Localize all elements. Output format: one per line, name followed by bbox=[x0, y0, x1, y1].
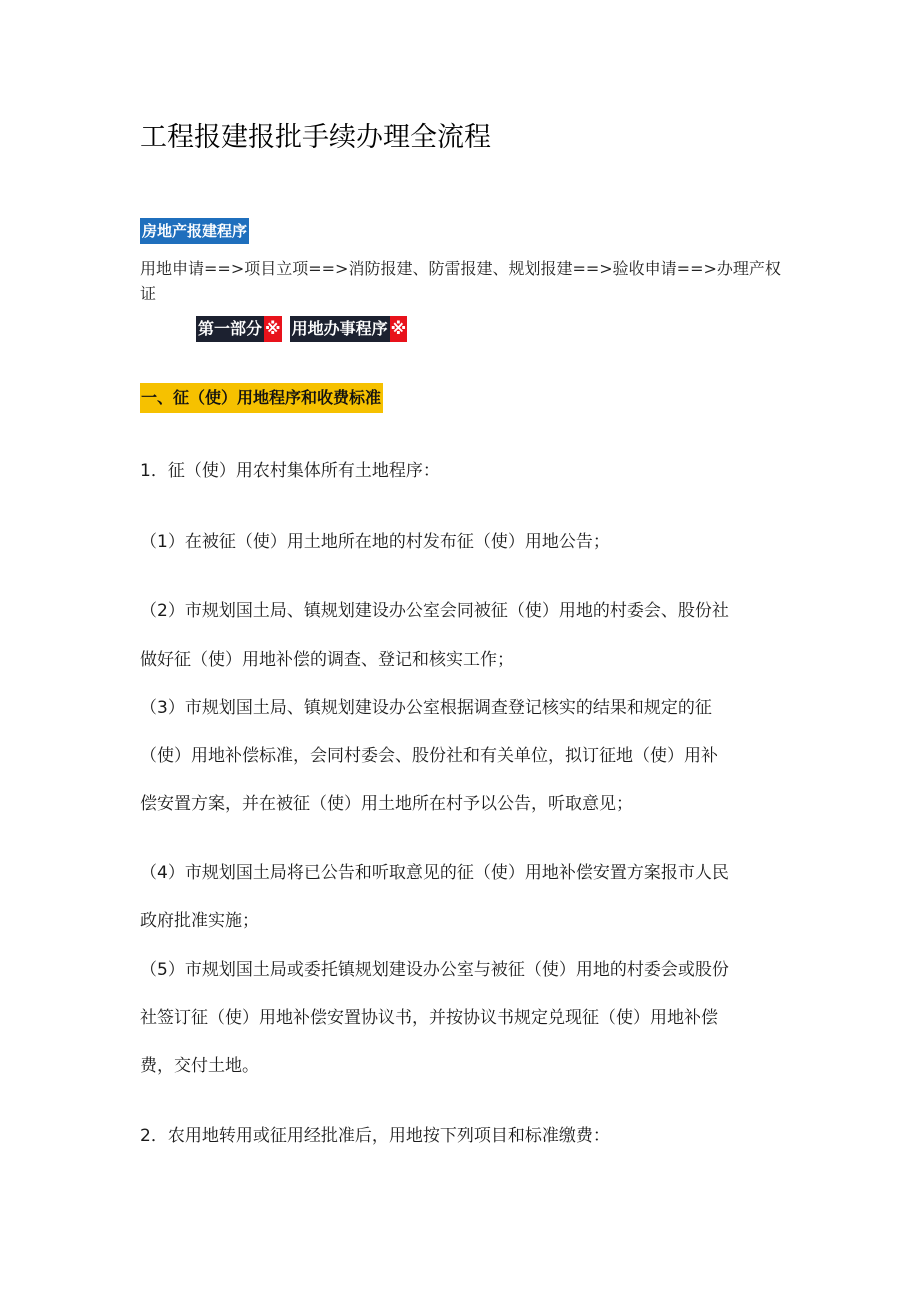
section-heading-1: 一、征（使）用地程序和收费标准 bbox=[140, 383, 383, 413]
paragraph-line: 1．征（使）用农村集体所有土地程序： bbox=[140, 461, 440, 481]
paragraph-line: （4）市规划国土局将已公告和听取意见的征（使）用地补偿安置方案报市人民 bbox=[140, 863, 729, 883]
paragraph-line: 偿安置方案，并在被征（使）用土地所在村予以公告，听取意见； bbox=[140, 794, 633, 814]
part-name: 用地办事程序 bbox=[290, 316, 390, 342]
reference-mark-icon: ※ bbox=[390, 316, 408, 342]
paragraph-line: 2．农用地转用或征用经批准后，用地按下列项目和标准缴费： bbox=[140, 1126, 610, 1146]
paragraph-line: （3）市规划国土局、镇规划建设办公室根据调查登记核实的结果和规定的征 bbox=[140, 698, 712, 718]
part-gap bbox=[282, 316, 290, 342]
document-title: 工程报建报批手续办理全流程 bbox=[140, 122, 491, 153]
paragraph-line: 费，交付土地。 bbox=[140, 1056, 259, 1076]
reference-mark-icon: ※ bbox=[264, 316, 282, 342]
part-heading-bar bbox=[196, 316, 407, 342]
paragraph-line: 社签订征（使）用地补偿安置协议书，并按协议书规定兑现征（使）用地补偿 bbox=[140, 1008, 718, 1028]
paragraph-line: （5）市规划国土局或委托镇规划建设办公室与被征（使）用地的村委会或股份 bbox=[140, 960, 729, 980]
paragraph-line: 政府批准实施； bbox=[140, 911, 259, 931]
paragraph-line: （1）在被征（使）用土地所在地的村发布征（使）用地公告； bbox=[140, 532, 610, 552]
paragraph-line: （使）用地补偿标准，会同村委会、股份社和有关单位，拟订征地（使）用补 bbox=[140, 746, 718, 766]
part-label: 第一部分 bbox=[196, 316, 264, 342]
paragraph-line: （2）市规划国土局、镇规划建设办公室会同被征（使）用地的村委会、股份社 bbox=[140, 601, 729, 621]
section-tag: 房地产报建程序 bbox=[140, 218, 249, 244]
paragraph-line: 做好征（使）用地补偿的调查、登记和核实工作； bbox=[140, 650, 514, 670]
process-flow-text: 用地申请==>项目立项==>消防报建、防雷报建、规划报建==>验收申请==>办理产权证 bbox=[140, 259, 781, 303]
